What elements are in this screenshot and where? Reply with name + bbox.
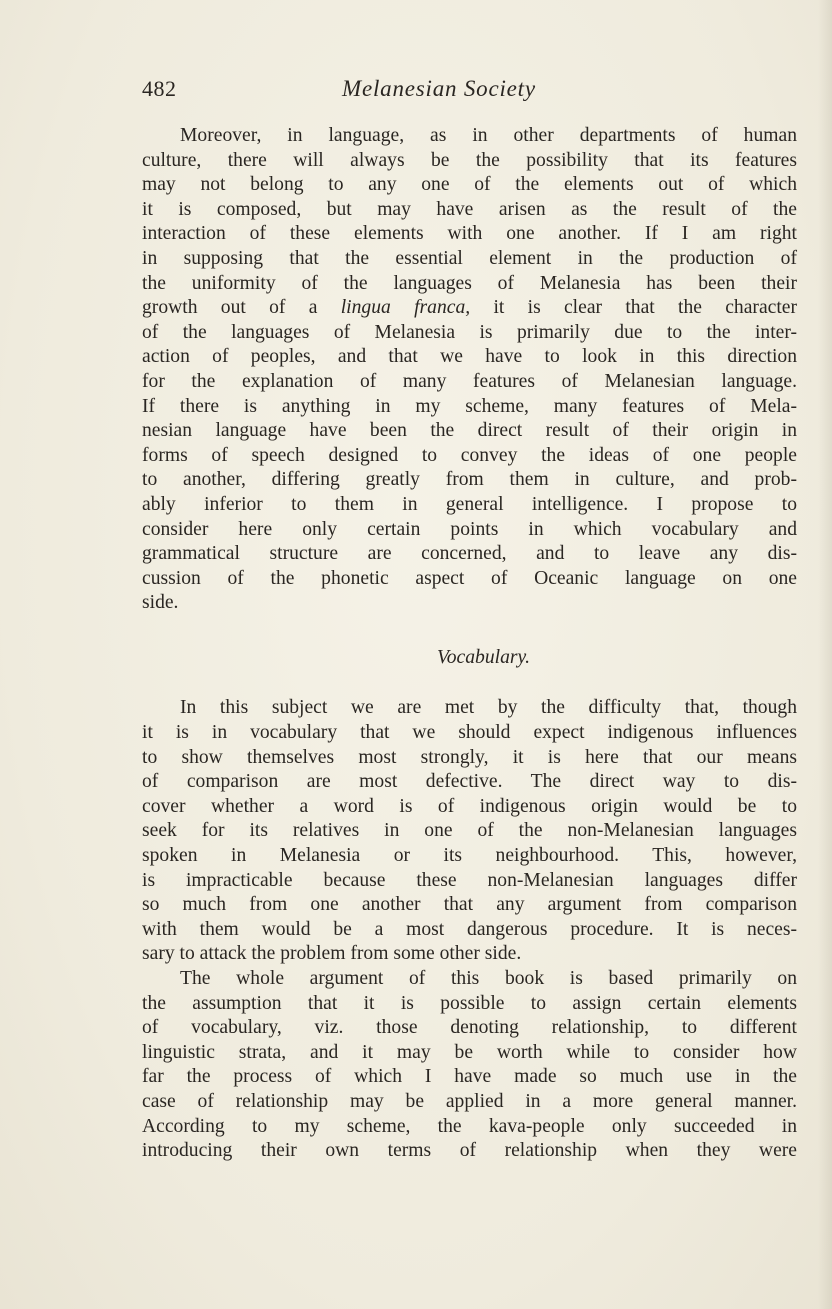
text-line: cussion of the phonetic aspect of Oceanic language on one (142, 567, 797, 589)
text-line: of the languages of Melanesia is primarily due to the inter- (142, 321, 797, 343)
text-line: grammatical structure are concerned, and to leave any dis- (142, 543, 797, 565)
text-line: is impracticable because these non-Melanesian languages differ (142, 869, 797, 891)
text-line: According to my scheme, the kava-people only succeeded in (142, 1115, 797, 1137)
text-line: culture, there will always be the possibility that its features (142, 149, 797, 171)
text-line: cover whether a word is of indigenous origin would be to (142, 795, 797, 817)
body-text (142, 124, 797, 1164)
text-line: for the explanation of many features of Melanesian language. (142, 370, 797, 392)
text-line (142, 296, 797, 321)
text-line: action of peoples, and that we have to look in this direction (142, 346, 797, 368)
paragraph-3 (142, 967, 797, 1164)
text-line: forms of speech designed to convey the ideas of one people (142, 444, 797, 466)
text-line: to another, differing greatly from them in culture, and prob- (142, 469, 797, 491)
text-line: far the process of which I have made so much use in the (142, 1066, 797, 1088)
text-line: Moreover, in language, as in other departments of human (180, 125, 797, 146)
text-line: side. (142, 592, 179, 614)
text-line: it is in vocabulary that we should expect indigenous influences (142, 722, 797, 744)
text-line: seek for its relatives in one of the non-Melanesian languages (142, 820, 797, 842)
text-line: ably inferior to them in general intelligence. I propose to (142, 493, 797, 515)
text-line: If there is anything in my scheme, many features of Mela- (142, 395, 797, 417)
page-edge-shadow (818, 0, 832, 1309)
text-line: introducing their own terms of relationship when they were (142, 1140, 797, 1162)
text-line: sary to attack the problem from some other side. (142, 943, 522, 965)
text-line: The whole argument of this book is based primarily on (180, 968, 797, 989)
text-line: interaction of these elements with one another. If I am right (142, 223, 797, 245)
text-line: so much from one another that any argument from comparison (142, 894, 797, 916)
text-line: of comparison are most defective. The direct way to dis- (142, 771, 797, 793)
running-title: Melanesian Society (342, 76, 536, 101)
text-line: the uniformity of the languages of Melanesia has been their (142, 272, 797, 294)
text-line: In this subject we are met by the difficulty that, though (180, 697, 797, 719)
text-line: in supposing that the essential element in the production of (142, 247, 797, 269)
page-number: 482 (142, 76, 177, 101)
text-line: case of relationship may be applied in a more general manner. (142, 1090, 797, 1112)
text-line: with them would be a most dangerous procedure. It is neces- (142, 918, 797, 940)
text-line: to show themselves most strongly, it is here that our means (142, 746, 797, 768)
text-line: may not belong to any one of the elements out of which (142, 174, 797, 196)
text-run: it is clear that the character (470, 297, 797, 319)
section-heading: Vocabulary. (436, 646, 531, 668)
text-line: of vocabulary, viz. those denoting relationship, to different (142, 1017, 797, 1039)
text-line: consider here only certain points in which vocabulary and (142, 518, 797, 540)
text-line: nesian language have been the direct result of their origin in (142, 420, 797, 442)
text-line: it is composed, but may have arisen as the result of the (142, 198, 797, 220)
paragraph-1 (142, 124, 797, 616)
paragraph-2 (142, 696, 797, 967)
text-line: linguistic strata, and it may be worth while to consider how (142, 1041, 797, 1063)
running-header (142, 76, 797, 106)
text-line: the assumption that it is possible to assign certain elements (142, 992, 797, 1014)
text-line: spoken in Melanesia or its neighbourhood. This, however, (142, 845, 797, 867)
italic-term: lingua franca, (340, 297, 471, 319)
text-run: growth out of a (142, 297, 341, 319)
